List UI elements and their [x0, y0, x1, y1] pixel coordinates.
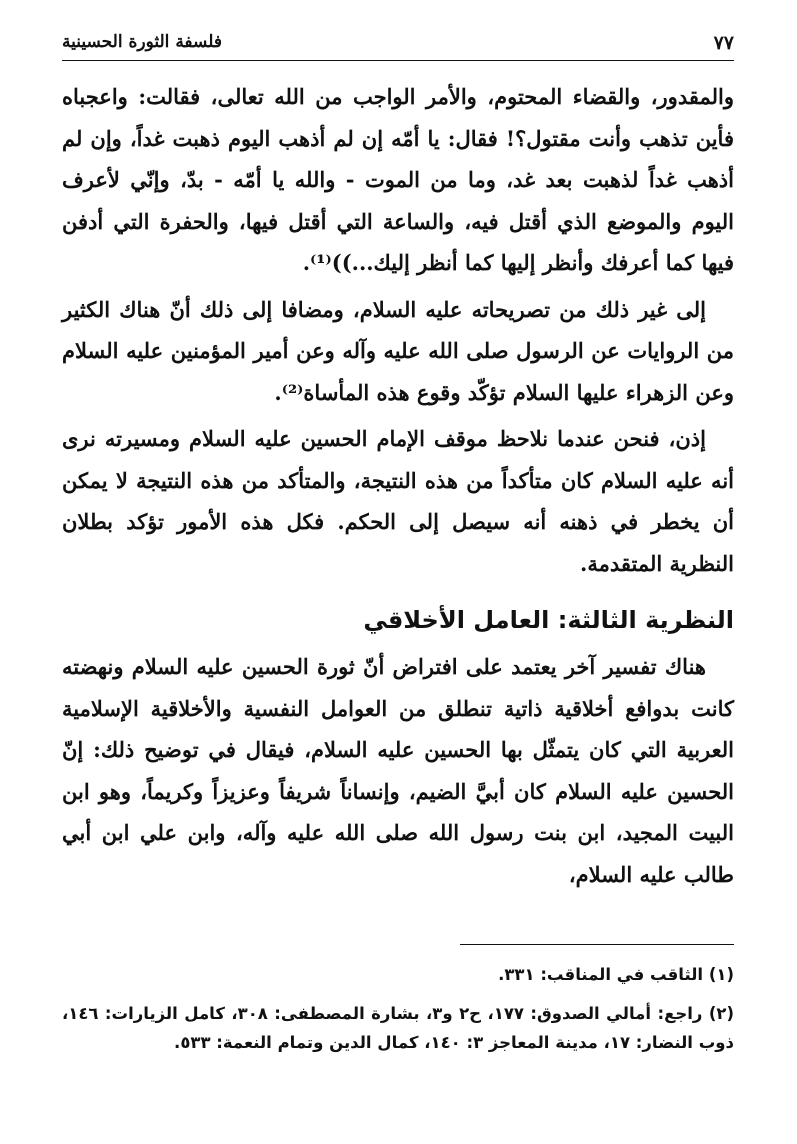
section-paragraph: هناك تفسير آخر يعتمد على افتراض أنّ ثورة الحسين عليه السلام ونهضته كانت بدوافع أخلاقية ذاتية تنطلق من العوامل النفسية والأخلاقية الإسلامية العربية التي كان يتمثّل بها الحسين عليه السلام، فيقال في توضيح ذلك: إنّ الحسين عليه السلام كان أبيَّ الضيم، وإنساناً شريفاً وعزيزاً وكريماً، وهو ابن البيت المجيد، ابن بنت رسول الله صلى الله عليه وآله، وابن علي ابن أبي طالب عليه السلام، [62, 654, 734, 887]
paragraph-3: إذن، فنحن عندما نلاحظ موقف الإمام الحسين عليه السلام ومسيرته نرى أنه عليه السلام كان متأكداً من هذه النتيجة، والمتأكد من هذه النتيجة لا يمكن أن يخطر في ذهنه أنه سيصل إلى الحكم. فكل هذه الأمور تؤكد بطلان النظرية المتقدمة. [62, 426, 734, 576]
footnotes [62, 960, 734, 1067]
footnote-2: (٢) راجع: أمالي الصدوق: ١٧٧، ح٢ و٣، بشارة المصطفى: ٣٠٨، كامل الزيارات: ١٤٦، ذوب النضار: ١٧، مدينة المعاجز ٣: ١٤٠، كمال الدين وتمام النعمة: ٥٣٣. [62, 1004, 735, 1052]
page-body [62, 76, 734, 895]
paragraph-2: إلى غير ذلك من تصريحاته عليه السلام، ومضافا إلى ذلك أنّ هناك الكثير من الروايات عن الرسول صلى الله عليه وآله وعن أمير المؤمنين عليه السلام وعن الزهراء عليها السلام تؤكّد وقوع هذه المأساة⁽²⁾. [62, 296, 734, 405]
footnote-1: (١) الثاقب في المناقب: ٣٣١. [498, 965, 734, 984]
running-header [62, 30, 734, 61]
book-title: فلسفة الثورة الحسينية [62, 32, 222, 52]
footnote-divider [460, 944, 734, 945]
paragraph-1: والمقدور، والقضاء المحتوم، والأمر الواجب من الله تعالى، فقالت: واعجباه فأين تذهب وأنت مقتول؟! فقال: يا أمّه إن لم أذهب اليوم ذهبت غداً، وإن لم أذهب غداً لذهبت بعد غد، وما من الموت - والله يا أمّه - بدّ، وإنّي لأعرف اليوم والموضع الذي أقتل فيه، والساعة التي أقتل فيها، والحفرة التي أدفن فيها كما أعرفك وأنظر إليها كما أنظر إليك...))⁽¹⁾. [62, 84, 734, 275]
page-number: ٧٧ [713, 32, 734, 54]
section-heading: النظرية الثالثة: العامل الأخلاقي [363, 606, 734, 634]
